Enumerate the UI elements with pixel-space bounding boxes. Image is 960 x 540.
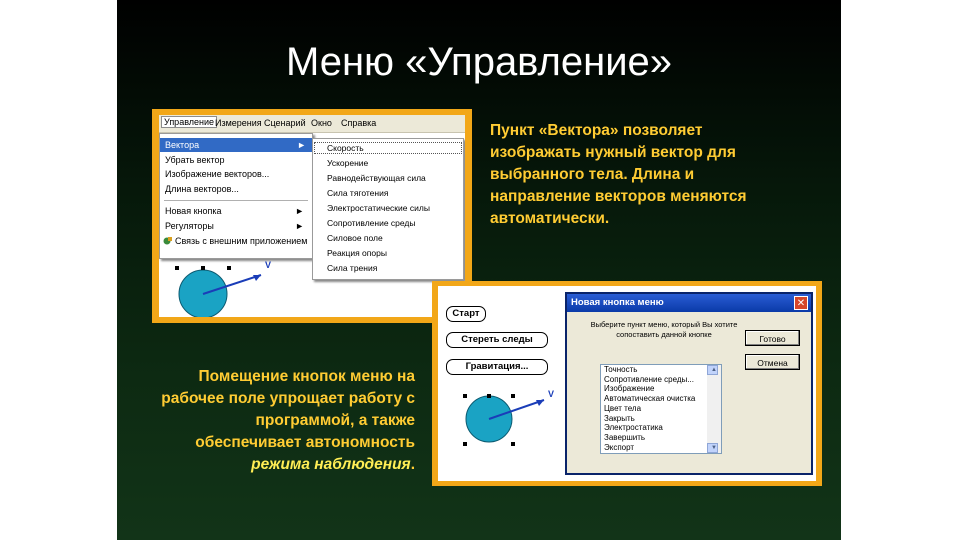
- list-item[interactable]: Завершить: [604, 432, 646, 442]
- list-item[interactable]: Электростатика: [604, 423, 663, 433]
- vector-label: V: [548, 389, 555, 399]
- submenu-item[interactable]: Сопротивление среды: [327, 218, 416, 228]
- selection-handle[interactable]: [175, 266, 179, 270]
- dialog-screenshot: [432, 281, 822, 486]
- submenu-item[interactable]: Сила трения: [327, 263, 378, 273]
- buttons-description-text: Помещение кнопок меню на рабочее поле упрощает работу с программой, а также обеспечивает автономность: [161, 368, 415, 451]
- menu-item-external-link[interactable]: [165, 234, 310, 248]
- vectors-description: Пункт «Вектора» позволяет изображать нужный вектор для выбранного тела. Длина и направление векторов меняются автоматически.: [490, 122, 747, 227]
- selection-handle[interactable]: [227, 266, 231, 270]
- selection-handle[interactable]: [201, 266, 205, 270]
- list-item[interactable]: Цвет тела: [604, 403, 642, 413]
- menu-item-show-vectors[interactable]: Изображение векторов...: [165, 169, 270, 179]
- buttons-description: [157, 366, 415, 476]
- list-item[interactable]: Изображение: [604, 384, 655, 394]
- scroll-down-icon[interactable]: ▼: [707, 443, 718, 453]
- submenu-arrow-icon: ►: [297, 140, 306, 150]
- body-vector-graphic: [462, 386, 572, 448]
- body-vector-graphic: [169, 263, 319, 317]
- submenu-arrow-icon: ►: [295, 206, 304, 216]
- submenu-item[interactable]: Равнодействующая сила: [327, 173, 426, 183]
- ok-button[interactable]: Готово: [745, 330, 800, 346]
- menubar: [159, 115, 465, 133]
- submenu-item[interactable]: Силовое поле: [327, 233, 383, 243]
- list-item[interactable]: Точность: [604, 365, 638, 374]
- clear-traces-button[interactable]: Стереть следы: [446, 332, 548, 348]
- list-item[interactable]: Закрыть: [604, 413, 635, 423]
- menu-screenshot-canvas: [159, 115, 465, 317]
- menu-item-vectors[interactable]: [160, 138, 312, 152]
- submenu-item[interactable]: Реакция опоры: [327, 248, 387, 258]
- submenu-item[interactable]: Скорость: [313, 141, 463, 155]
- menu-okno[interactable]: Окно: [311, 118, 332, 128]
- vectors-submenu: [312, 138, 464, 280]
- menu-izmereniya[interactable]: Измерения: [215, 118, 262, 128]
- body-with-vector: [169, 260, 319, 317]
- dialog-screenshot-canvas: [438, 286, 816, 481]
- menu-item-new-button-label: Новая кнопка: [165, 206, 222, 216]
- external-app-icon: [163, 236, 173, 246]
- dialog-prompt: Выберите пункт меню, который Вы хотите сопоставить данной кнопке: [590, 320, 738, 339]
- menu-scenariy[interactable]: Сценарий: [264, 118, 306, 128]
- start-button[interactable]: Старт: [446, 306, 486, 322]
- dialog-title: Новая кнопка меню: [567, 294, 811, 312]
- submenu-item[interactable]: Сила тяготения: [327, 188, 389, 198]
- list-scrollbar[interactable]: [707, 365, 721, 453]
- scroll-up-icon[interactable]: ▲: [707, 365, 718, 375]
- vector-label: V: [265, 260, 272, 270]
- gravity-button[interactable]: Гравитация...: [446, 359, 548, 375]
- buttons-description-end: .: [410, 456, 415, 473]
- menu-item-external-link-label: Связь с внешним приложением: [175, 236, 308, 246]
- menu-separator: [164, 200, 308, 201]
- list-item[interactable]: Автоматическая очистка: [604, 394, 696, 404]
- menu-item-controls-label: Регуляторы: [165, 221, 214, 231]
- menu-upravlenie[interactable]: Управление: [161, 116, 217, 128]
- menu-item-new-button[interactable]: [165, 204, 310, 218]
- close-icon[interactable]: ✕: [794, 296, 808, 310]
- menu-item-remove-vector[interactable]: Убрать вектор: [165, 155, 225, 165]
- menu-item-controls[interactable]: [165, 219, 310, 233]
- buttons-description-emphasis: режима наблюдения: [251, 456, 411, 473]
- new-menu-button-dialog: [565, 292, 813, 475]
- menu-items-list[interactable]: [600, 364, 722, 454]
- submenu-item[interactable]: Ускорение: [327, 158, 369, 168]
- submenu-item[interactable]: Электростатические силы: [327, 203, 430, 213]
- menu-screenshot: [152, 109, 472, 323]
- submenu-arrow-icon: ►: [295, 221, 304, 231]
- list-item[interactable]: Сопротивление среды...: [604, 374, 694, 384]
- menu-item-vector-length[interactable]: Длина векторов...: [165, 184, 239, 194]
- menu-spravka[interactable]: Справка: [341, 118, 377, 128]
- cancel-button[interactable]: Отмена: [745, 354, 800, 370]
- dropdown-menu: [159, 133, 313, 259]
- list-item[interactable]: Экспорт: [604, 442, 635, 452]
- page-title: Меню «Управление»: [285, 40, 673, 84]
- menu-item-vectors-label: Вектора: [165, 140, 200, 150]
- slide: [117, 0, 841, 540]
